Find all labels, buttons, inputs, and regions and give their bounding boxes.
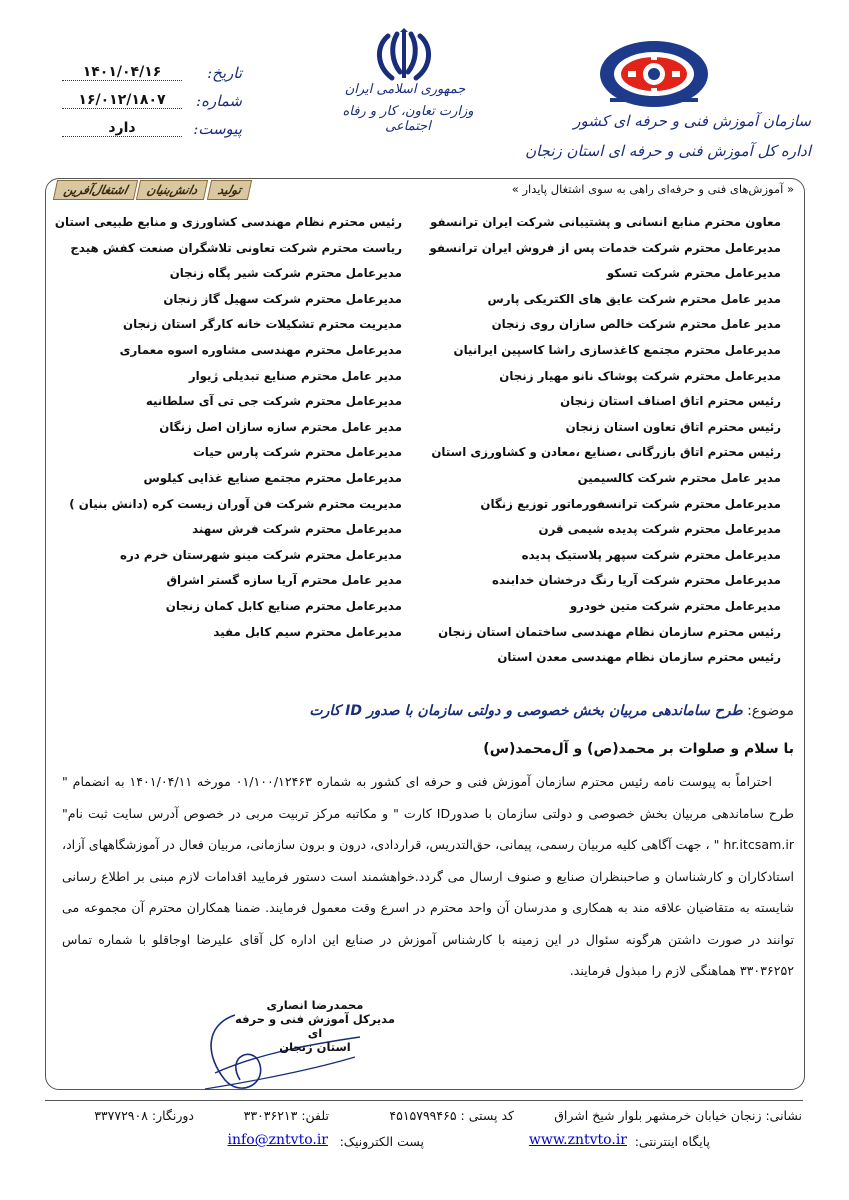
number-value: ۱۶/۰۱۲/۱۸۰۷ xyxy=(62,92,182,109)
date-label: تاریخ: xyxy=(207,64,242,82)
recipient: مدیرعامل محترم مهندسی مشاوره اسوه معماری xyxy=(119,342,402,357)
recipient: مدیرعامل محترم شرکت پوشاک نانو مهیار زنجان xyxy=(499,368,781,383)
number-label: شماره: xyxy=(196,92,242,110)
footer-divider xyxy=(45,1100,803,1101)
tvto-logo-icon xyxy=(598,38,710,108)
recipient: مدیرعامل محترم شرکت متین خودرو xyxy=(569,598,781,613)
recipient: مدیر عامل محترم آریا سازه گستر اشراق xyxy=(166,573,402,588)
badge-knowledge-based: دانش‌بنیان xyxy=(136,180,209,200)
email-link[interactable]: info@zntvto.ir xyxy=(227,1132,328,1148)
recipient: مدیریت محترم شرکت فن آوران زیست کره (دانش بنیان ) xyxy=(69,496,402,511)
recipient: مدیرعامل محترم شرکت خدمات پس از فروش ایران ترانسفو xyxy=(429,240,781,255)
signature-block xyxy=(230,998,400,1054)
footer-email-label: پست الکترونیک: xyxy=(339,1134,424,1149)
date-value: ۱۴۰۱/۰۴/۱۶ xyxy=(62,64,182,81)
greeting: با سلام و صلوات بر محمد(ص) و آل‌محمد(س) xyxy=(483,741,794,757)
badge-production: تولید xyxy=(207,180,252,200)
recipient: مدیرعامل محترم شرکت پارس حیات xyxy=(192,445,402,460)
recipient: مدیرعامل محترم مجتمع کاغذسازی راشا کاسپین ایرانیان xyxy=(453,342,781,357)
recipient: رئیس محترم سازمان نظام مهندسی ساختمان استان زنجان xyxy=(438,624,781,639)
recipient: مدیر عامل محترم شرکت کالسیمین xyxy=(577,470,781,485)
recipient: مدیرعامل محترم شرکت ترانسفورماتور توزیع زنگان xyxy=(480,496,781,511)
recipient: مدیر عامل محترم صنایع تبدیلی ژیوار xyxy=(188,368,402,383)
recipient: رئیس محترم سازمان نظام مهندسی معدن استان xyxy=(497,650,781,665)
letter-body xyxy=(62,766,794,987)
recipient: مدیرعامل محترم شرکت آریا رنگ درخشان خدابنده xyxy=(492,573,781,588)
recipient: مدیرعامل محترم شرکت فرش سهند xyxy=(192,522,402,537)
footer-address: نشانی: زنجان خیابان خرمشهر بلوار شیخ اشراق xyxy=(554,1108,802,1123)
recipient: ریاست محترم شرکت تعاونی تلاشگران صنعت کفش هیدج xyxy=(70,240,402,255)
recipient: رئیس محترم اتاق اصناف استان زنجان xyxy=(560,394,781,409)
recipient: مدیر عامل محترم شرکت عایق های الکتریکی پارس xyxy=(487,291,781,306)
recipient: مدیرعامل محترم شرکت تسکو xyxy=(606,266,781,281)
recipient: رئیس محترم اتاق تعاون استان زنجان xyxy=(565,419,781,434)
recipient: مدیرعامل محترم شرکت شیر پگاه زنجان xyxy=(169,266,402,281)
recipient: مدیرعامل محترم شرکت سپهر پلاستیک پدیده xyxy=(521,547,781,562)
subject-label: موضوع: xyxy=(747,703,794,719)
signer-title: مدیرکل آموزش فنی و حرفه ای xyxy=(235,1012,395,1040)
org-subtitle: اداره کل آموزش فنی و حرفه ای استان زنجان xyxy=(525,142,811,160)
recipient: مدیر عامل محترم شرکت خالص سازان روی زنجان xyxy=(491,317,781,332)
recipients-right xyxy=(429,210,781,671)
org-title: سازمان آموزش فنی و حرفه ای کشور xyxy=(573,112,811,130)
recipient: مدیرعامل محترم مجتمع صنایع غذایی کیلوس xyxy=(143,470,402,485)
footer-postal: کد پستی : ۴۵۱۵۷۹۹۴۶۵ xyxy=(389,1108,514,1123)
subject-line xyxy=(309,703,794,719)
number-row xyxy=(62,92,242,112)
gov-title: جمهوری اسلامی ایران xyxy=(344,82,466,97)
subject-text: طرح ساماندهی مربیان بخش خصوصی و دولتی سازمان با صدور ID کارت xyxy=(309,703,743,719)
date-row xyxy=(62,64,242,84)
badge-job-creating: اشتغال‌آفرین xyxy=(53,180,139,200)
recipient: مدیر عامل محترم سازه سازان اصل زنگان xyxy=(159,419,402,434)
attachment-label: پیوست: xyxy=(193,120,242,138)
slogan-badges xyxy=(55,180,250,200)
recipient: رئیس محترم نظام مهندسی کشاورزی و منابع طبیعی استان xyxy=(54,215,402,229)
recipient: مدیرعامل محترم سیم کابل مفید xyxy=(213,624,402,639)
body-paragraph: احتراماً به پیوست نامه رئیس محترم سازمان آموزش فنی و حرفه ای کشور به شماره ۰۱/۱۰۰/۱۲۴۶۳ مورخه ۱۴۰۱/۰۴/۱۱ به انضمام " طرح ساماندهی مربیان بخش خصوصی و دولتی سازمان با صدورID کارت " و مکاتبه مرکز تربیت مربی در خصوص آدرس سایت ثبت نام" hr.itcsam.ir " ، جهت آگاهی کلیه مربیان رسمی، پیمانی، حق‌التدریس، قراردادی، درون و برون سازمانی، مربیان فعال در آموزشگاههای آزاد، استادکاران و کارشناسان و صاحبنظران صنایع و صنوف ارسال می گردد.خواهشمند است دستور فرمایید اقدامات لازم مبنی بر اطلاع رسانی شایسته به متقاضیان علاقه مند به همکاری و مدرسان آن واحد محترم در اسرع وقت معمول فرمایند. ضمنا همکاران محترم آن مجموعه می توانند در صورت داشتن هرگونه سئوال در این زمینه با کارشناس آموزش در صنایع این اداره کل آقای علیرضا اوجاقلو با شماره تماس ۳۳۰۳۶۲۵۲ هماهنگی لازم را مبذول فرمایند. xyxy=(62,774,795,978)
recipient: مدیرعامل محترم شرکت سهیل گاز زنجان xyxy=(163,291,402,306)
footer-fax: دورنگار: ۳۳۷۷۲۹۰۸ xyxy=(94,1108,194,1123)
iran-emblem-icon xyxy=(370,28,438,84)
footer-phone: تلفن: ۳۳۰۳۶۲۱۳ xyxy=(243,1108,329,1123)
recipient: مدیریت محترم تشکیلات خانه کارگر استان زنجان xyxy=(123,317,402,332)
slogan: « آموزش‌های فنی و حرفه‌ای راهی به سوی اشتغال پایدار » xyxy=(511,182,794,196)
attachment-row xyxy=(62,120,242,140)
attachment-value: دارد xyxy=(62,120,182,137)
recipient: رئیس محترم اتاق بازرگانی ،صنایع ،معادن و کشاورزی استان xyxy=(431,445,781,460)
signer-name: محمدرضا انصاری xyxy=(266,998,364,1012)
recipient: مدیرعامل محترم شرکت جی تی آی سلطانیه xyxy=(145,394,402,409)
recipient: معاون محترم منابع انسانی و پشتیبانی شرکت ایران ترانسفو xyxy=(430,215,781,229)
recipient: مدیرعامل محترم شرکت مینو شهرستان خرم دره xyxy=(119,547,402,562)
recipients-left xyxy=(55,210,402,645)
signer-province: استان زنجان xyxy=(279,1040,351,1054)
website-link[interactable]: www.zntvto.ir xyxy=(528,1132,627,1148)
ministry-title: وزارت تعاون، کار و رفاه اجتماعی xyxy=(342,104,474,134)
recipient: مدیرعامل محترم شرکت پدیده شیمی قرن xyxy=(538,522,781,537)
recipient: مدیرعامل محترم صنایع کابل کمان زنجان xyxy=(165,598,402,613)
footer-website-label: پایگاه اینترنتی: xyxy=(634,1134,710,1149)
